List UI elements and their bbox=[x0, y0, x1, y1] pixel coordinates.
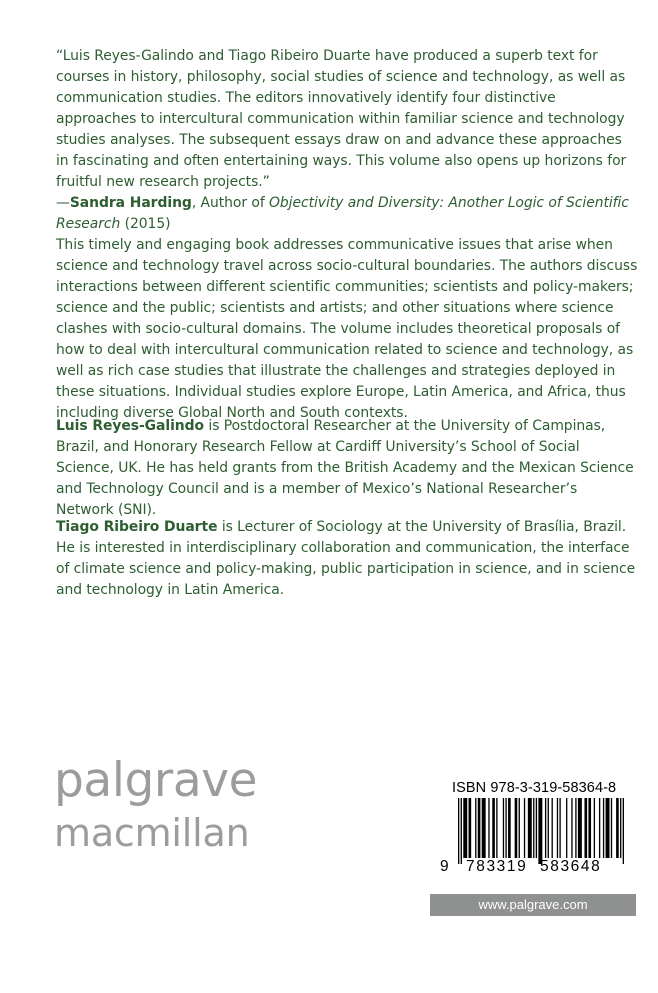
barcode-bar bbox=[508, 798, 511, 858]
bio-2-paragraph bbox=[56, 517, 638, 601]
barcode-bar bbox=[611, 798, 612, 858]
barcode-bar bbox=[599, 798, 600, 858]
barcode-bar bbox=[566, 798, 567, 858]
bio-2-text: is Lecturer of Sociology at the University of Brasília, Brazil. He is interested in interdisciplinary collaboration and communication, the interface of climate science and policy-making, public participation in science, and in science and technology in Latin America. bbox=[56, 519, 636, 598]
barcode-bar bbox=[584, 798, 587, 858]
barcode-bar bbox=[545, 798, 546, 858]
barcode-bar bbox=[519, 798, 520, 858]
barcode-bar bbox=[515, 798, 518, 858]
barcode-box bbox=[430, 766, 636, 894]
barcode-digit-group-1: 783319 bbox=[466, 858, 528, 875]
barcode-bar bbox=[557, 798, 558, 858]
barcode-bar bbox=[559, 798, 560, 858]
palgrave-macmillan-logo bbox=[54, 755, 314, 855]
barcode bbox=[458, 798, 624, 864]
barcode-bar bbox=[475, 798, 476, 858]
editor-bio-1 bbox=[56, 416, 638, 521]
website-bar bbox=[430, 894, 636, 916]
endorsement-quote bbox=[56, 46, 638, 235]
logo-macmillan: macmillan bbox=[54, 811, 250, 855]
barcode-bar bbox=[503, 798, 504, 858]
barcode-digit-group-2: 583648 bbox=[540, 858, 602, 875]
barcode-bar bbox=[488, 798, 489, 858]
description-text: This timely and engaging book addresses communicative issues that arise when science and technology travel across socio-cultural boundaries. The authors discuss interactions between different scientific communities; scientists and policy-makers; science and the public; scientists and artists; and other situations where science clashes with socio-cultural domains. The volume includes theoretical proposals of how to deal with intercultural communication related to science and technology, as well as rich case studies that illustrate the challenges and strategies deployed in these situations. Individual studies explore Europe, Latin America, and Africa, thus including diverse Global North and South contexts. bbox=[56, 237, 638, 421]
barcode-bar bbox=[505, 798, 506, 858]
barcode-bar bbox=[588, 798, 591, 858]
barcode-bar bbox=[578, 798, 582, 858]
barcode-bar bbox=[552, 798, 553, 858]
bio-1-text: is Postdoctoral Researcher at the University of Campinas, Brazil, and Honorary Research Fellow at Cardiff University’s School of Social Science, UK. He has held grants from the British Academy and the Mexican Science and Technology Council and is a member of Mexico’s National Researcher’s Network (SNI). bbox=[56, 418, 634, 518]
barcode-bar bbox=[571, 798, 572, 858]
barcode-bar bbox=[496, 798, 497, 858]
barcode-bar bbox=[620, 798, 621, 858]
barcode-bar bbox=[528, 798, 532, 858]
barcode-digit-first: 9 bbox=[440, 858, 449, 875]
quote-dash: — bbox=[56, 195, 70, 211]
barcode-bar bbox=[533, 798, 534, 858]
barcode-bar bbox=[458, 798, 459, 864]
quote-text: “Luis Reyes-Galindo and Tiago Ribeiro Duarte have produced a superb text for courses in history, philosophy, social studies of science and technology, as well as communication studies. The editors innovatively identify four distinctive approaches to intercultural communication within familiar science and technology studies analyses. The subsequent essays draw on and advance these approaches in fascinating and often entertaining ways. This volume also opens up horizons for fruitful new research projects.” bbox=[56, 48, 627, 190]
barcode-bar bbox=[616, 798, 619, 858]
barcode-bar bbox=[538, 798, 542, 864]
barcode-bar bbox=[603, 798, 604, 858]
quote-author-desc: , Author of bbox=[191, 195, 270, 211]
barcode-bar bbox=[492, 798, 495, 858]
barcode-bar bbox=[594, 798, 595, 858]
barcode-bar bbox=[575, 798, 576, 858]
editor-bio-2 bbox=[56, 517, 638, 601]
barcode-bar bbox=[482, 798, 486, 858]
website-url: www.palgrave.com bbox=[478, 897, 588, 912]
logo-palgrave: palgrave bbox=[54, 753, 258, 808]
isbn-label: ISBN 978-3-319-58364-8 bbox=[452, 780, 617, 796]
barcode-bar bbox=[469, 798, 472, 858]
bio-1-paragraph bbox=[56, 416, 638, 521]
quote-author: Sandra Harding bbox=[69, 195, 192, 211]
barcode-bar bbox=[623, 798, 624, 864]
quote-attribution bbox=[56, 193, 638, 235]
bio-1-name: Luis Reyes-Galindo bbox=[56, 418, 205, 434]
barcode-bar bbox=[524, 798, 525, 858]
barcode-bar bbox=[463, 798, 467, 858]
barcode-bar bbox=[606, 798, 610, 858]
bio-2-name: Tiago Ribeiro Duarte bbox=[56, 519, 218, 535]
barcode-bar bbox=[536, 798, 537, 858]
barcode-bar bbox=[478, 798, 481, 858]
barcode-bar bbox=[461, 798, 462, 864]
quote-year: (2015) bbox=[120, 216, 171, 232]
barcode-bar bbox=[548, 798, 549, 858]
book-description bbox=[56, 235, 638, 424]
quote-book-title: Objectivity and Diversity: Another Logic of Scientific Research bbox=[56, 195, 629, 232]
